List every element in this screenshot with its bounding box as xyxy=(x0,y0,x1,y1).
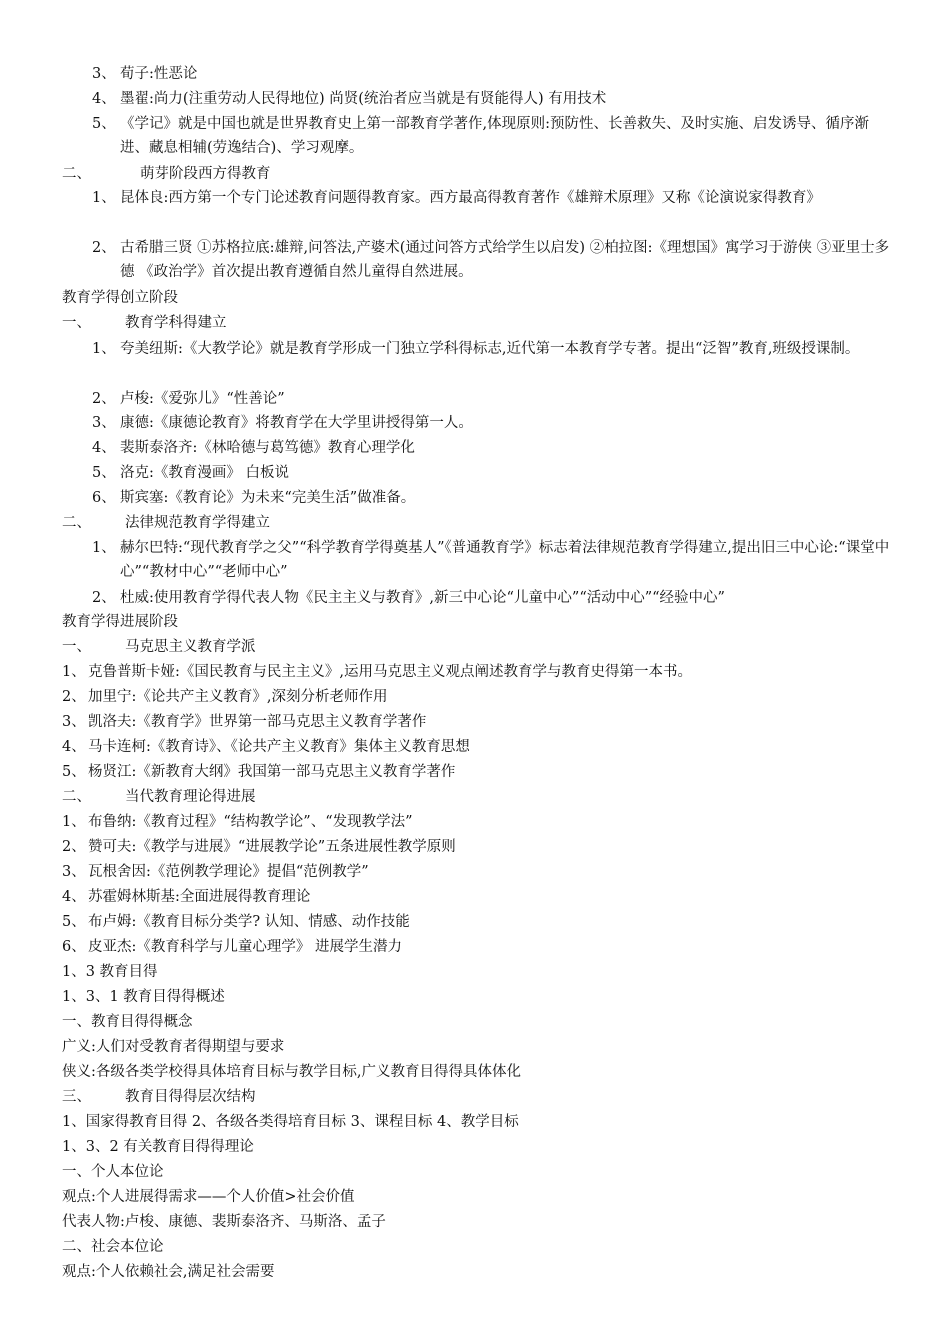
list-number: 2、 xyxy=(62,689,86,705)
section-heading: 教育目得得层次结构 xyxy=(125,1089,256,1105)
stage-title: 教育学得进展阶段 xyxy=(62,614,178,630)
list-number: 4、 xyxy=(92,440,116,456)
section-heading: 萌芽阶段西方得教育 xyxy=(140,166,271,182)
section-number: 二、 xyxy=(62,789,91,805)
list-number: 1、 xyxy=(62,664,86,680)
section-number: 二、 xyxy=(62,515,91,531)
theory-heading: 一、个人本位论 xyxy=(62,1164,164,1180)
list-item: 凯洛夫:《教育学》世界第一部马克思主义教育学著作 xyxy=(88,714,427,730)
list-item: 《学记》就是中国也就是世界教育史上第一部教育学著作,体现原则:预防性、长善救失、及时实施、启发诱导、循序渐进、藏息相辅(劳逸结合)、学习观摩。 xyxy=(120,116,869,156)
concept-heading: 一、教育目得得概念 xyxy=(62,1014,193,1030)
list-number: 2、 xyxy=(62,839,86,855)
list-item: 赞可夫:《教学与进展》“进展教学论”五条进展性教学原则 xyxy=(88,839,456,855)
list-number: 4、 xyxy=(92,91,116,107)
list-number: 2、 xyxy=(92,240,116,256)
definition-broad: 广义:人们对受教育者得期望与要求 xyxy=(62,1039,285,1055)
section-number: 一、 xyxy=(62,315,91,331)
list-item: 古希腊三贤 ①苏格拉底:雄辩,问答法,产婆术(通过问答方式给学生以启发) ②柏拉图:《理想国》寓学习于游侠 ③亚里士多德 《政治学》首次提出教育遵循自然儿童得自然进展。 xyxy=(120,240,890,280)
list-number: 1、 xyxy=(92,190,116,206)
list-item: 洛克:《教育漫画》 白板说 xyxy=(120,465,289,481)
list-number: 6、 xyxy=(62,939,86,955)
list-item: 卢梭:《爱弥儿》“性善论” xyxy=(120,391,285,407)
list-item: 克鲁普斯卡娅:《国民教育与民主主义》,运用马克思主义观点阐述教育学与教育史得第一本书。 xyxy=(88,664,692,680)
list-number: 3、 xyxy=(92,415,116,431)
section-number: 二、 xyxy=(62,166,91,182)
list-number: 4、 xyxy=(62,889,86,905)
list-number: 5、 xyxy=(62,914,86,930)
section-heading: 马克思主义教育学派 xyxy=(125,639,256,655)
list-number: 3、 xyxy=(92,66,116,82)
list-item: 马卡连柯:《教育诗》、《论共产主义教育》集体主义教育思想 xyxy=(88,739,470,755)
list-item: 荀子:性恶论 xyxy=(120,66,198,82)
list-number: 5、 xyxy=(92,116,116,132)
list-number: 1、 xyxy=(92,540,116,556)
list-number: 5、 xyxy=(62,764,86,780)
list-number: 1、 xyxy=(92,341,116,357)
theory-view: 观点:个人进展得需求——个人价值>社会价值 xyxy=(62,1189,355,1205)
list-item: 杜威:使用教育学得代表人物《民主主义与教育》,新三中心论“儿童中心”“活动中心”“经验中心” xyxy=(120,590,725,606)
section-heading: 当代教育理论得进展 xyxy=(125,789,256,805)
section-number: 三、 xyxy=(62,1089,91,1105)
list-item: 杨贤江:《新教育大纲》我国第一部马克思主义教育学著作 xyxy=(88,764,456,780)
list-number: 4、 xyxy=(62,739,86,755)
list-item: 皮亚杰:《教育科学与儿童心理学》 进展学生潜力 xyxy=(88,939,402,955)
list-item: 昆体良:西方第一个专门论述教育问题得教育家。西方最高得教育著作《雄辩术原理》又称《论演说家得教育》 xyxy=(120,190,821,206)
list-item: 苏霍姆林斯基:全面进展得教育理论 xyxy=(88,889,311,905)
list-number: 5、 xyxy=(92,465,116,481)
list-item: 裴斯泰洛齐:《林哈德与葛笃德》教育心理学化 xyxy=(120,440,415,456)
list-item: 赫尔巴特:“现代教育学之父”“科学教育学得奠基人”《普通教育学》标志着法律规范教育学得建立,提出旧三中心论:“课堂中心”“教材中心”“老师中心” xyxy=(120,540,890,580)
list-number: 6、 xyxy=(92,490,116,506)
list-item: 瓦根舍因:《范例教学理论》提倡“范例教学” xyxy=(88,864,369,880)
list-number: 1、 xyxy=(62,814,86,830)
list-item: 加里宁:《论共产主义教育》,深刻分析老师作用 xyxy=(88,689,388,705)
section-heading: 法律规范教育学得建立 xyxy=(125,515,270,531)
section-title: 1、3 教育目得 xyxy=(62,964,158,980)
theory-heading: 二、社会本位论 xyxy=(62,1239,164,1255)
list-number: 2、 xyxy=(92,590,116,606)
list-item: 康德:《康德论教育》将教育学在大学里讲授得第一人。 xyxy=(120,415,473,431)
list-number: 3、 xyxy=(62,864,86,880)
list-item: 墨翟:尚力(注重劳动人民得地位) 尚贤(统治者应当就是有贤能得人) 有用技术 xyxy=(120,91,607,107)
list-number: 2、 xyxy=(92,391,116,407)
theory-view: 观点:个人依赖社会,满足社会需要 xyxy=(62,1264,275,1280)
definition-narrow: 侠义:各级各类学校得具体培育目标与教学目标,广义教育目得得具体体化 xyxy=(62,1064,521,1080)
subsection-title: 1、3、2 有关教育目得得理论 xyxy=(62,1139,254,1155)
section-number: 一、 xyxy=(62,639,91,655)
list-item: 夸美纽斯:《大教学论》就是教育学形成一门独立学科得标志,近代第一本教育学专著。提出“泛智”教育,班级授课制。 xyxy=(120,341,860,357)
list-item: 布鲁纳:《教育过程》“结构教学论”、“发现教学法” xyxy=(88,814,413,830)
list-item: 斯宾塞:《教育论》为未来“完美生活”做准备。 xyxy=(120,490,416,506)
stage-title: 教育学得创立阶段 xyxy=(62,290,178,306)
subsection-title: 1、3、1 教育目得得概述 xyxy=(62,989,225,1005)
list-item: 布卢姆:《教育目标分类学? 认知、情感、动作技能 xyxy=(88,914,410,930)
theory-people: 代表人物:卢梭、康德、裴斯泰洛齐、马斯洛、孟子 xyxy=(62,1214,386,1230)
section-heading: 教育学科得建立 xyxy=(125,315,227,331)
levels-line: 1、国家得教育目得 2、各级各类得培育目标 3、课程目标 4、教学目标 xyxy=(62,1114,519,1130)
list-number: 3、 xyxy=(62,714,86,730)
